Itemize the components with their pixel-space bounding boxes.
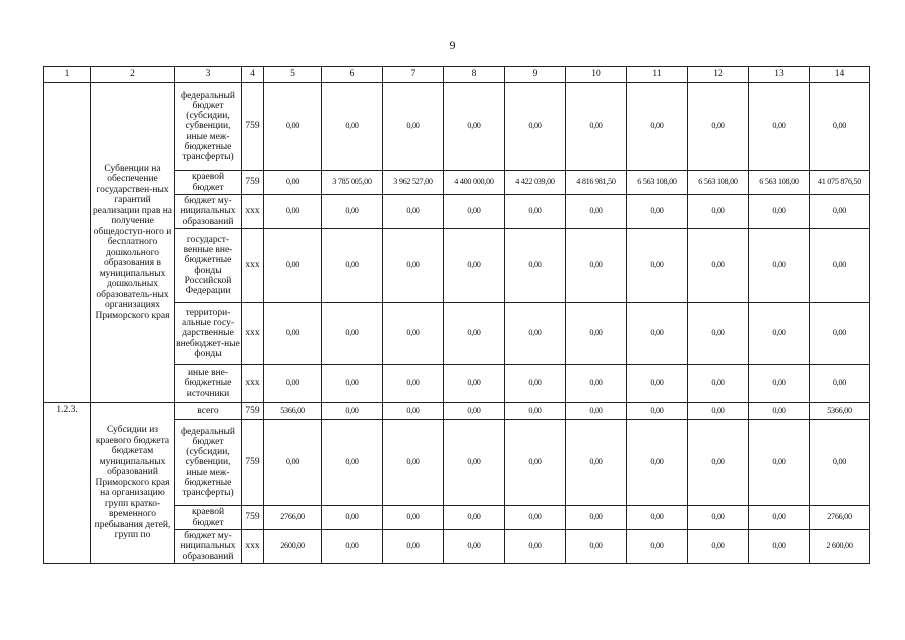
value-cell: 0,00 <box>566 303 627 365</box>
value-cell: 0,00 <box>264 83 322 171</box>
value-cell: 0,00 <box>322 229 383 303</box>
value-cell: 0,00 <box>383 420 444 506</box>
value-cell: 0,00 <box>505 506 566 530</box>
value-cell: 0,00 <box>264 365 322 403</box>
value-cell: 0,00 <box>383 403 444 420</box>
value-cell: 0,00 <box>688 420 749 506</box>
value-cell: 0,00 <box>444 303 505 365</box>
table-row <box>44 403 870 420</box>
value-cell: 0,00 <box>505 420 566 506</box>
value-cell: 0,00 <box>383 229 444 303</box>
value-cell: 4 400 000,00 <box>444 171 505 195</box>
value-cell: 5366,00 <box>264 403 322 420</box>
value-cell: 0,00 <box>322 195 383 229</box>
value-cell: 0,00 <box>264 195 322 229</box>
value-cell: 0,00 <box>383 195 444 229</box>
value-cell: 4 816 981,50 <box>566 171 627 195</box>
value-cell: 0,00 <box>444 83 505 171</box>
value-cell: 0,00 <box>749 365 810 403</box>
header-cell: 3 <box>175 67 242 83</box>
value-cell: 0,00 <box>688 83 749 171</box>
value-cell: 3 962 527,00 <box>383 171 444 195</box>
header-cell: 4 <box>242 67 264 83</box>
row-title: Субвенции на обеспечение государствен-ных гарантий реализации прав на получение общедоступ-ного и бесплатного дошкольного образования в муниципальных дошкольных образователь-ных организациях Приморского края <box>91 83 175 403</box>
value-cell: 0,00 <box>688 195 749 229</box>
table-row <box>44 83 870 171</box>
funding-source: иные вне-бюджетные источники <box>175 365 242 403</box>
value-cell: 0,00 <box>322 530 383 564</box>
value-cell: 0,00 <box>264 420 322 506</box>
value-cell: 0,00 <box>566 83 627 171</box>
funding-source: территори-альные госу-дарственные внебюджет-ные фонды <box>175 303 242 365</box>
row-number <box>44 83 91 403</box>
value-cell: 2 600,00 <box>810 530 870 564</box>
value-cell: 6 563 108,00 <box>627 171 688 195</box>
value-cell: 0,00 <box>322 420 383 506</box>
value-cell: 0,00 <box>810 303 870 365</box>
value-cell: 3 785 005,00 <box>322 171 383 195</box>
value-cell: 0,00 <box>566 420 627 506</box>
value-cell: 0,00 <box>444 195 505 229</box>
value-cell: 0,00 <box>444 530 505 564</box>
code-cell: xxx <box>242 229 264 303</box>
value-cell: 0,00 <box>749 530 810 564</box>
header-cell: 6 <box>322 67 383 83</box>
value-cell: 0,00 <box>749 506 810 530</box>
value-cell: 0,00 <box>627 420 688 506</box>
header-cell: 13 <box>749 67 810 83</box>
value-cell: 0,00 <box>264 229 322 303</box>
funding-source: бюджет му-ниципальных образований <box>175 195 242 229</box>
funding-source: федеральный бюджет (субсидии, субвенции, иные меж-бюджетные трансферты) <box>175 83 242 171</box>
value-cell: 0,00 <box>322 365 383 403</box>
value-cell: 0,00 <box>810 229 870 303</box>
value-cell: 2600,00 <box>264 530 322 564</box>
header-cell: 2 <box>91 67 175 83</box>
value-cell: 0,00 <box>749 303 810 365</box>
value-cell: 0,00 <box>749 83 810 171</box>
code-cell: 759 <box>242 171 264 195</box>
value-cell: 0,00 <box>627 303 688 365</box>
header-row <box>44 67 870 83</box>
value-cell: 0,00 <box>810 83 870 171</box>
value-cell: 0,00 <box>627 83 688 171</box>
code-cell: xxx <box>242 365 264 403</box>
page-number: 9 <box>449 38 456 52</box>
header-cell: 14 <box>810 67 870 83</box>
code-cell: 759 <box>242 506 264 530</box>
value-cell: 0,00 <box>688 530 749 564</box>
value-cell: 0,00 <box>627 530 688 564</box>
header-cell: 7 <box>383 67 444 83</box>
funding-source: федеральный бюджет (субсидии, субвенции, иные меж-бюджетные трансферты) <box>175 420 242 506</box>
value-cell: 0,00 <box>566 506 627 530</box>
header-cell: 10 <box>566 67 627 83</box>
code-cell: xxx <box>242 303 264 365</box>
value-cell: 0,00 <box>566 229 627 303</box>
value-cell: 0,00 <box>749 195 810 229</box>
code-cell: 759 <box>242 83 264 171</box>
value-cell: 0,00 <box>749 229 810 303</box>
value-cell: 5366,00 <box>810 403 870 420</box>
value-cell: 0,00 <box>505 195 566 229</box>
value-cell: 0,00 <box>383 365 444 403</box>
value-cell: 0,00 <box>444 506 505 530</box>
value-cell: 0,00 <box>444 420 505 506</box>
header-cell: 8 <box>444 67 505 83</box>
header-cell: 12 <box>688 67 749 83</box>
value-cell: 0,00 <box>688 229 749 303</box>
header-cell: 11 <box>627 67 688 83</box>
value-cell: 0,00 <box>688 506 749 530</box>
value-cell: 0,00 <box>566 403 627 420</box>
value-cell: 0,00 <box>688 403 749 420</box>
funding-source: бюджет му-ниципальных образований <box>175 530 242 564</box>
value-cell: 0,00 <box>627 195 688 229</box>
value-cell: 0,00 <box>322 83 383 171</box>
value-cell: 0,00 <box>383 530 444 564</box>
value-cell: 0,00 <box>505 229 566 303</box>
value-cell: 0,00 <box>505 83 566 171</box>
value-cell: 0,00 <box>322 403 383 420</box>
value-cell: 0,00 <box>322 506 383 530</box>
value-cell: 0,00 <box>383 506 444 530</box>
value-cell: 0,00 <box>264 303 322 365</box>
value-cell: 0,00 <box>444 229 505 303</box>
value-cell: 0,00 <box>627 506 688 530</box>
funding-source: государст-венные вне-бюджетные фонды Российской Федерации <box>175 229 242 303</box>
header-cell: 1 <box>44 67 91 83</box>
value-cell: 0,00 <box>322 303 383 365</box>
value-cell: 2766,00 <box>264 506 322 530</box>
value-cell: 0,00 <box>505 365 566 403</box>
value-cell: 0,00 <box>444 403 505 420</box>
header-cell: 9 <box>505 67 566 83</box>
value-cell: 0,00 <box>566 530 627 564</box>
value-cell: 0,00 <box>810 365 870 403</box>
funding-source: краевой бюджет <box>175 171 242 195</box>
code-cell: 759 <box>242 403 264 420</box>
value-cell: 0,00 <box>566 365 627 403</box>
value-cell: 0,00 <box>505 403 566 420</box>
value-cell: 0,00 <box>627 365 688 403</box>
value-cell: 6 563 108,00 <box>688 171 749 195</box>
value-cell: 0,00 <box>749 403 810 420</box>
value-cell: 0,00 <box>627 229 688 303</box>
funding-source: всего <box>175 403 242 420</box>
budget-table <box>43 66 870 564</box>
value-cell: 0,00 <box>505 530 566 564</box>
code-cell: xxx <box>242 195 264 229</box>
value-cell: 2766,00 <box>810 506 870 530</box>
funding-source: краевой бюджет <box>175 506 242 530</box>
value-cell: 0,00 <box>505 303 566 365</box>
value-cell: 0,00 <box>810 420 870 506</box>
code-cell: 759 <box>242 420 264 506</box>
value-cell: 0,00 <box>264 171 322 195</box>
value-cell: 0,00 <box>749 420 810 506</box>
value-cell: 0,00 <box>627 403 688 420</box>
value-cell: 0,00 <box>444 365 505 403</box>
code-cell: xxx <box>242 530 264 564</box>
value-cell: 41 075 876,50 <box>810 171 870 195</box>
value-cell: 0,00 <box>566 195 627 229</box>
row-title: Субсидии из краевого бюджета бюджетам муниципальных образований Приморского края на организацию групп кратко-временного пребывания детей, групп по <box>91 403 175 564</box>
header-cell: 5 <box>264 67 322 83</box>
value-cell: 6 563 108,00 <box>749 171 810 195</box>
row-number: 1.2.3. <box>44 403 91 564</box>
value-cell: 0,00 <box>383 83 444 171</box>
value-cell: 4 422 039,00 <box>505 171 566 195</box>
value-cell: 0,00 <box>383 303 444 365</box>
value-cell: 0,00 <box>688 303 749 365</box>
value-cell: 0,00 <box>810 195 870 229</box>
value-cell: 0,00 <box>688 365 749 403</box>
